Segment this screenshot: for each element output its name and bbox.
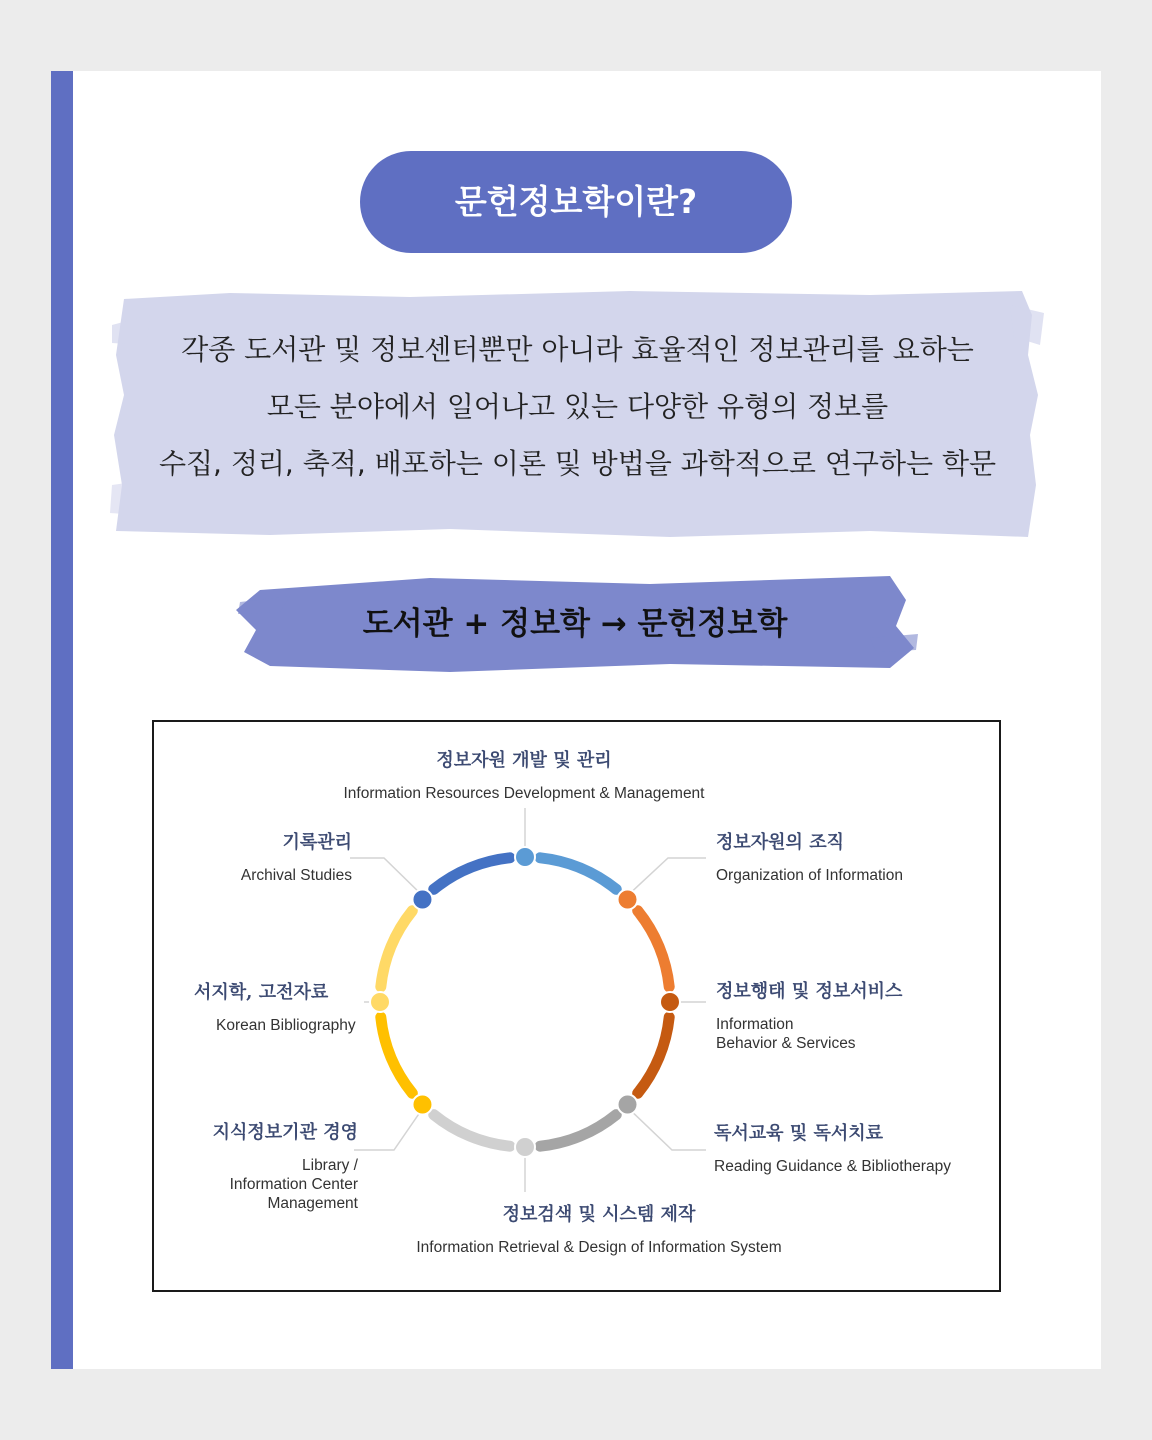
field-2-en-line-2: Behavior & Services [716,1035,856,1052]
field-5-en-line-3: Management [267,1195,358,1212]
field-5-en-line-1: Library / [302,1157,358,1174]
ring-node-5 [412,1095,432,1115]
ring-node-2 [660,992,680,1012]
field-5-en-line-2: Information Center [229,1176,358,1193]
field-label-6 [194,978,356,1035]
ring-node-1 [618,889,638,909]
fields-diagram [152,720,1001,1292]
leader-line-1 [625,858,706,898]
field-2-en-line-1: Information [716,1016,794,1033]
ring-arc-7 [434,858,510,890]
definition-panel [110,285,1045,545]
ring-node-7 [412,889,432,909]
field-6-ko: 서지학, 고전자료 [194,982,329,1003]
ring-node-4 [515,1137,535,1157]
field-1-en-line: Organization of Information [716,867,903,884]
page-title: 문헌정보학이란? [360,151,792,253]
definition-line-3: 수집, 정리, 축적, 배포하는 이론 및 방법을 과학적으로 연구하는 학문 [158,447,997,480]
field-label-3 [714,1119,951,1176]
field-3-en-line: Reading Guidance & Bibliotherapy [714,1158,951,1175]
field-label-5 [174,1118,358,1213]
field-0-en-line: Information Resources Development & Management [343,785,705,802]
field-1-ko: 정보자원의 조직 [716,832,844,853]
ring-node-6 [370,992,390,1012]
definition-line-2: 모든 분야에서 일어나고 있는 다양한 유형의 정보를 [266,390,889,423]
formula-text: 도서관 + 정보학 → 문헌정보학 [362,606,788,642]
ring-arc-1 [638,911,670,987]
field-3-ko: 독서교육 및 독서치료 [714,1123,884,1144]
ring-node-3 [618,1095,638,1115]
ring-arc-4 [434,1115,510,1147]
field-7-ko: 기록관리 [282,832,352,853]
ring-arc-0 [540,858,616,890]
field-4-ko: 정보검색 및 시스템 제작 [502,1204,696,1225]
field-0-ko: 정보자원 개발 및 관리 [436,750,612,771]
field-label-0 [154,746,894,803]
field-label-1 [716,828,903,885]
field-2-ko: 정보행태 및 정보서비스 [716,981,903,1002]
leader-line-3 [625,1105,706,1150]
leader-line-7 [350,858,425,898]
formula-panel [230,568,920,680]
ring-arc-6 [381,911,413,987]
field-label-2 [716,977,902,1053]
ring-arc-3 [540,1115,616,1147]
ring-arc-2 [638,1017,670,1093]
field-7-en-line: Archival Studies [240,867,352,884]
field-4-en-line: Information Retrieval & Design of Information System [416,1239,782,1256]
field-label-7 [174,828,352,885]
field-6-en-line: Korean Bibliography [216,1017,356,1034]
ring-node-0 [515,847,535,867]
definition-line-1: 각종 도서관 및 정보센터뿐만 아니라 효율적인 정보관리를 요하는 [181,333,974,366]
field-label-4 [304,1200,894,1257]
field-5-ko: 지식정보기관 경영 [212,1122,358,1143]
ring-arc-5 [381,1017,413,1093]
